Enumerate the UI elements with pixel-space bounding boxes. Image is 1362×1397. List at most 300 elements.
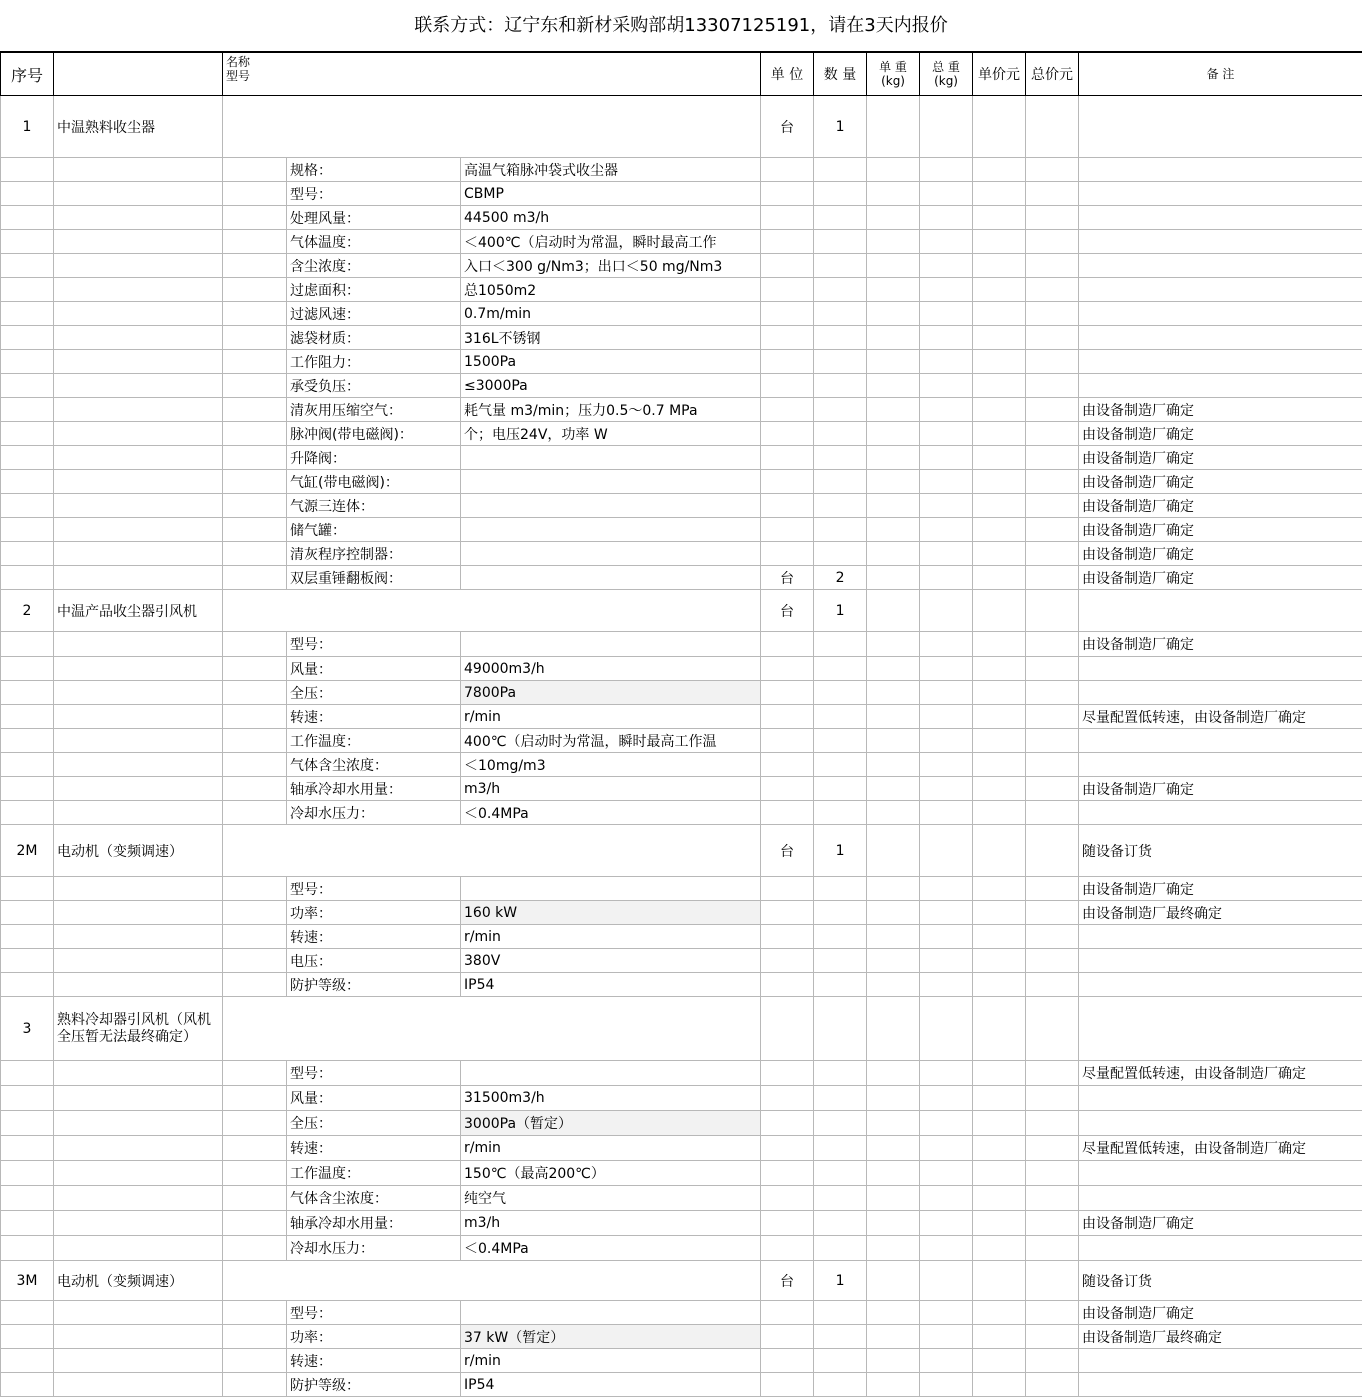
- total-weight-cell: [920, 374, 973, 398]
- spec-label: 功率：: [287, 1325, 461, 1349]
- unit-weight-cell: [867, 518, 920, 542]
- remark-cell: [1079, 1111, 1362, 1136]
- spec-indent: [223, 1061, 287, 1086]
- total-price-cell: [1026, 681, 1079, 705]
- unit-weight-cell: [867, 398, 920, 422]
- total-price-cell: [1026, 422, 1079, 446]
- spec-seq: [1, 1211, 54, 1236]
- spec-label: 滤袋材质：: [287, 326, 461, 350]
- unit-cell: [761, 278, 814, 302]
- remark-cell: 由设备制造厂最终确定: [1079, 901, 1362, 925]
- unit-cell: [761, 1211, 814, 1236]
- total-price-cell: [1026, 825, 1079, 877]
- spec-indent: [223, 705, 287, 729]
- spec-label: 型号：: [287, 1301, 461, 1325]
- spec-value: [461, 470, 761, 494]
- total-weight-cell: [920, 1261, 973, 1301]
- item-seq: 2M: [1, 825, 54, 877]
- spec-seq: [1, 753, 54, 777]
- spec-name: [54, 1111, 223, 1136]
- total-weight-cell: [920, 1186, 973, 1211]
- spec-indent: [223, 1211, 287, 1236]
- spec-name: [54, 422, 223, 446]
- unit-price-cell: [973, 1161, 1026, 1186]
- total-price-cell: [1026, 657, 1079, 681]
- remark-cell: 由设备制造厂确定: [1079, 494, 1362, 518]
- spec-name: [54, 1373, 223, 1397]
- spec-name: [54, 230, 223, 254]
- remark-cell: [1079, 182, 1362, 206]
- unit-price-cell: [973, 901, 1026, 925]
- total-price-cell: [1026, 566, 1079, 590]
- total-weight-cell: [920, 729, 973, 753]
- unit-weight-cell: [867, 681, 920, 705]
- remark-cell: 由设备制造厂确定: [1079, 518, 1362, 542]
- total-price-cell: [1026, 705, 1079, 729]
- spec-label: 型号：: [287, 1061, 461, 1086]
- unit-weight-cell: [867, 302, 920, 326]
- remark-cell: [1079, 278, 1362, 302]
- spec-seq: [1, 1373, 54, 1397]
- spec-row: [1, 801, 1362, 825]
- unit-cell: [761, 997, 814, 1061]
- qty-cell: [814, 801, 867, 825]
- spec-label: 电压：: [287, 949, 461, 973]
- total-price-cell: [1026, 801, 1079, 825]
- unit-cell: [761, 326, 814, 350]
- spec-name: [54, 632, 223, 657]
- spec-indent: [223, 182, 287, 206]
- total-price-cell: [1026, 901, 1079, 925]
- unit-weight-cell: [867, 973, 920, 997]
- unit-cell: [761, 494, 814, 518]
- total-price-cell: [1026, 925, 1079, 949]
- total-price-cell: [1026, 590, 1079, 632]
- spec-label: 气源三连体：: [287, 494, 461, 518]
- spec-label: 转速：: [287, 1136, 461, 1161]
- unit-price-cell: [973, 801, 1026, 825]
- spec-indent: [223, 302, 287, 326]
- unit-weight-cell: [867, 182, 920, 206]
- remark-cell: [1079, 949, 1362, 973]
- spec-value: ≤3000Pa: [461, 374, 761, 398]
- qty-cell: [814, 278, 867, 302]
- spec-indent: [223, 801, 287, 825]
- remark-cell: [1079, 657, 1362, 681]
- header-total-price: 总价元: [1026, 53, 1079, 96]
- remark-cell: 由设备制造厂确定: [1079, 1211, 1362, 1236]
- total-price-cell: [1026, 542, 1079, 566]
- unit-price-cell: [973, 657, 1026, 681]
- remark-cell: 随设备订货: [1079, 1261, 1362, 1301]
- unit-cell: [761, 1186, 814, 1211]
- unit-price-cell: [973, 566, 1026, 590]
- unit-cell: [761, 777, 814, 801]
- unit-price-cell: [973, 350, 1026, 374]
- unit-price-cell: [973, 949, 1026, 973]
- unit-cell: [761, 949, 814, 973]
- spec-seq: [1, 1136, 54, 1161]
- unit-price-cell: [973, 302, 1026, 326]
- spec-label: 防护等级：: [287, 973, 461, 997]
- spec-value: IP54: [461, 1373, 761, 1397]
- unit-weight-cell: [867, 1061, 920, 1086]
- spec-name: [54, 494, 223, 518]
- header-unit-weight: [867, 53, 920, 96]
- qty-cell: [814, 1211, 867, 1236]
- total-weight-cell: [920, 705, 973, 729]
- unit-price-cell: [973, 1373, 1026, 1397]
- unit-cell: [761, 1325, 814, 1349]
- unit-cell: [761, 705, 814, 729]
- total-weight-cell: [920, 1211, 973, 1236]
- spec-row: [1, 1161, 1362, 1186]
- unit-cell: [761, 1236, 814, 1261]
- spec-indent: [223, 632, 287, 657]
- spec-name: [54, 1211, 223, 1236]
- total-weight-cell: [920, 422, 973, 446]
- total-price-cell: [1026, 1111, 1079, 1136]
- spec-name: [54, 374, 223, 398]
- remark-cell: 由设备制造厂确定: [1079, 632, 1362, 657]
- unit-price-cell: [973, 1086, 1026, 1111]
- unit-price-cell: [973, 494, 1026, 518]
- spec-seq: [1, 542, 54, 566]
- header-row: [1, 53, 1362, 96]
- unit-weight-cell: [867, 1261, 920, 1301]
- spec-row: [1, 657, 1362, 681]
- spec-label: 过滤风速：: [287, 302, 461, 326]
- qty-cell: [814, 657, 867, 681]
- qty-cell: [814, 1325, 867, 1349]
- spec-label: 含尘浓度：: [287, 254, 461, 278]
- unit-cell: [761, 518, 814, 542]
- spec-row: [1, 1236, 1362, 1261]
- spec-value: [461, 518, 761, 542]
- spec-row: [1, 1111, 1362, 1136]
- spec-indent: [223, 446, 287, 470]
- unit-weight-cell: [867, 1186, 920, 1211]
- spec-row: [1, 973, 1362, 997]
- total-price-cell: [1026, 182, 1079, 206]
- total-weight-cell: [920, 877, 973, 901]
- unit-weight-cell: [867, 777, 920, 801]
- spec-label: 气体温度：: [287, 230, 461, 254]
- spec-label: 气体含尘浓度：: [287, 753, 461, 777]
- qty-cell: 1: [814, 96, 867, 158]
- unit-weight-cell: [867, 96, 920, 158]
- spec-row: [1, 1086, 1362, 1111]
- qty-cell: [814, 374, 867, 398]
- unit-price-cell: [973, 1186, 1026, 1211]
- unit-cell: [761, 1061, 814, 1086]
- total-price-cell: [1026, 1211, 1079, 1236]
- unit-weight-cell: [867, 446, 920, 470]
- spec-name: [54, 729, 223, 753]
- spec-value: 总1050m2: [461, 278, 761, 302]
- unit-cell: 台: [761, 96, 814, 158]
- total-price-cell: [1026, 1136, 1079, 1161]
- qty-cell: [814, 158, 867, 182]
- unit-price-cell: [973, 1111, 1026, 1136]
- spec-value: IP54: [461, 973, 761, 997]
- unit-cell: 台: [761, 566, 814, 590]
- unit-cell: [761, 801, 814, 825]
- spec-name: [54, 1301, 223, 1325]
- unit-price-cell: [973, 326, 1026, 350]
- remark-cell: 由设备制造厂确定: [1079, 446, 1362, 470]
- spec-indent: [223, 1301, 287, 1325]
- item-name: 电动机（变频调速）: [54, 825, 223, 877]
- spec-value: 160 kW: [461, 901, 761, 925]
- spec-seq: [1, 566, 54, 590]
- spec-seq: [1, 801, 54, 825]
- total-price-cell: [1026, 1061, 1079, 1086]
- unit-weight-cell: [867, 278, 920, 302]
- unit-cell: [761, 877, 814, 901]
- unit-price-cell: [973, 182, 1026, 206]
- spec-row: [1, 374, 1362, 398]
- unit-price-cell: [973, 590, 1026, 632]
- total-price-cell: [1026, 1236, 1079, 1261]
- remark-cell: [1079, 374, 1362, 398]
- spec-value: ＜0.4MPa: [461, 1236, 761, 1261]
- spec-indent: [223, 374, 287, 398]
- unit-weight-cell: [867, 1325, 920, 1349]
- spec-row: [1, 158, 1362, 182]
- unit-price-cell: [973, 446, 1026, 470]
- qty-cell: [814, 1349, 867, 1373]
- unit-price-cell: [973, 542, 1026, 566]
- total-price-cell: [1026, 877, 1079, 901]
- spec-value: r/min: [461, 705, 761, 729]
- spec-name: [54, 302, 223, 326]
- spec-row: [1, 1325, 1362, 1349]
- qty-cell: [814, 1111, 867, 1136]
- item-name: 电动机（变频调速）: [54, 1261, 223, 1301]
- remark-cell: 尽量配置低转速，由设备制造厂确定: [1079, 1061, 1362, 1086]
- spec-seq: [1, 326, 54, 350]
- spec-value: [461, 877, 761, 901]
- spec-indent: [223, 877, 287, 901]
- total-price-cell: [1026, 470, 1079, 494]
- spec-name: [54, 1086, 223, 1111]
- qty-cell: [814, 753, 867, 777]
- remark-cell: [1079, 729, 1362, 753]
- unit-weight-cell: [867, 949, 920, 973]
- spec-row: [1, 398, 1362, 422]
- spec-row: [1, 566, 1362, 590]
- spec-seq: [1, 422, 54, 446]
- spec-label: 功率：: [287, 901, 461, 925]
- unit-weight-cell: [867, 230, 920, 254]
- qty-cell: [814, 901, 867, 925]
- total-weight-cell: [920, 1161, 973, 1186]
- unit-cell: [761, 254, 814, 278]
- spec-indent: [223, 681, 287, 705]
- spec-row: [1, 206, 1362, 230]
- unit-weight-cell: [867, 422, 920, 446]
- qty-cell: [814, 446, 867, 470]
- qty-cell: [814, 350, 867, 374]
- total-weight-cell: [920, 1111, 973, 1136]
- unit-weight-cell: [867, 1301, 920, 1325]
- unit-cell: [761, 1161, 814, 1186]
- spec-value: ＜10mg/m3: [461, 753, 761, 777]
- total-price-cell: [1026, 206, 1079, 230]
- item-seq: 3: [1, 997, 54, 1061]
- spec-seq: [1, 777, 54, 801]
- unit-price-cell: [973, 1325, 1026, 1349]
- remark-cell: 尽量配置低转速，由设备制造厂确定: [1079, 705, 1362, 729]
- spec-seq: [1, 705, 54, 729]
- total-weight-cell: [920, 542, 973, 566]
- spec-label: 处理风量：: [287, 206, 461, 230]
- total-price-cell: [1026, 326, 1079, 350]
- spec-label: 规格：: [287, 158, 461, 182]
- unit-price-cell: [973, 753, 1026, 777]
- total-weight-cell: [920, 182, 973, 206]
- unit-cell: [761, 542, 814, 566]
- qty-cell: [814, 494, 867, 518]
- spec-name: [54, 326, 223, 350]
- unit-cell: [761, 925, 814, 949]
- spec-row: [1, 494, 1362, 518]
- spec-row: [1, 446, 1362, 470]
- spec-seq: [1, 1161, 54, 1186]
- spec-value: r/min: [461, 1136, 761, 1161]
- spec-name: [54, 681, 223, 705]
- spec-label: 储气罐：: [287, 518, 461, 542]
- spec-row: [1, 729, 1362, 753]
- unit-weight-cell: [867, 1086, 920, 1111]
- unit-price-cell: [973, 997, 1026, 1061]
- remark-cell: 由设备制造厂确定: [1079, 877, 1362, 901]
- unit-cell: [761, 374, 814, 398]
- total-price-cell: [1026, 398, 1079, 422]
- total-price-cell: [1026, 729, 1079, 753]
- total-weight-cell: [920, 96, 973, 158]
- spec-value: 1500Pa: [461, 350, 761, 374]
- unit-price-cell: [973, 254, 1026, 278]
- qty-cell: [814, 1236, 867, 1261]
- spec-indent: [223, 729, 287, 753]
- spec-seq: [1, 1349, 54, 1373]
- unit-price-cell: [973, 206, 1026, 230]
- item-spec-blank: [223, 1261, 761, 1301]
- spec-value: 316L不锈钢: [461, 326, 761, 350]
- total-price-cell: [1026, 1373, 1079, 1397]
- unit-weight-cell: [867, 1111, 920, 1136]
- total-price-cell: [1026, 753, 1079, 777]
- unit-price-cell: [973, 1261, 1026, 1301]
- spec-seq: [1, 158, 54, 182]
- page-title: 联系方式：辽宁东和新材采购部胡13307125191，请在3天内报价: [0, 0, 1362, 52]
- qty-cell: [814, 542, 867, 566]
- qty-cell: [814, 230, 867, 254]
- item-spec-blank: [223, 96, 761, 158]
- qty-cell: 1: [814, 590, 867, 632]
- total-weight-cell: [920, 632, 973, 657]
- item-row: [1, 590, 1362, 632]
- unit-cell: [761, 681, 814, 705]
- spec-seq: [1, 901, 54, 925]
- header-total-weight-unit: (kg): [934, 74, 958, 88]
- qty-cell: [814, 777, 867, 801]
- unit-price-cell: [973, 729, 1026, 753]
- spec-seq: [1, 657, 54, 681]
- total-weight-cell: [920, 1325, 973, 1349]
- total-price-cell: [1026, 1261, 1079, 1301]
- spec-name: [54, 753, 223, 777]
- total-weight-cell: [920, 1349, 973, 1373]
- unit-price-cell: [973, 973, 1026, 997]
- unit-cell: 台: [761, 825, 814, 877]
- remark-cell: [1079, 350, 1362, 374]
- spec-name: [54, 182, 223, 206]
- unit-cell: [761, 1136, 814, 1161]
- spec-row: [1, 681, 1362, 705]
- spec-indent: [223, 518, 287, 542]
- unit-weight-cell: [867, 590, 920, 632]
- total-price-cell: [1026, 518, 1079, 542]
- unit-price-cell: [973, 398, 1026, 422]
- total-price-cell: [1026, 278, 1079, 302]
- unit-weight-cell: [867, 925, 920, 949]
- spec-row: [1, 777, 1362, 801]
- remark-cell: [1079, 681, 1362, 705]
- total-weight-cell: [920, 825, 973, 877]
- total-weight-cell: [920, 494, 973, 518]
- spec-seq: [1, 374, 54, 398]
- total-price-cell: [1026, 446, 1079, 470]
- unit-price-cell: [973, 518, 1026, 542]
- qty-cell: [814, 1161, 867, 1186]
- unit-weight-cell: [867, 877, 920, 901]
- unit-cell: [761, 1349, 814, 1373]
- spec-label: 型号：: [287, 632, 461, 657]
- header-seq: 序号: [1, 53, 54, 96]
- spec-name: [54, 1349, 223, 1373]
- qty-cell: [814, 422, 867, 446]
- spec-seq: [1, 925, 54, 949]
- spec-label: 承受负压：: [287, 374, 461, 398]
- spec-row: [1, 632, 1362, 657]
- total-weight-cell: [920, 777, 973, 801]
- total-weight-cell: [920, 753, 973, 777]
- unit-cell: [761, 302, 814, 326]
- spec-label: 风量：: [287, 1086, 461, 1111]
- header-model-label: 型号: [226, 69, 251, 83]
- remark-cell: [1079, 230, 1362, 254]
- unit-weight-cell: [867, 374, 920, 398]
- item-name: 中温熟料收尘器: [54, 96, 223, 158]
- total-weight-cell: [920, 470, 973, 494]
- total-weight-cell: [920, 925, 973, 949]
- spec-name: [54, 877, 223, 901]
- spec-value: [461, 446, 761, 470]
- remark-cell: [1079, 96, 1362, 158]
- spec-value: 3000Pa（暂定）: [461, 1111, 761, 1136]
- unit-price-cell: [973, 705, 1026, 729]
- spec-value: ＜400℃（启动时为常温，瞬时最高工作: [461, 230, 761, 254]
- unit-weight-cell: [867, 254, 920, 278]
- unit-cell: [761, 182, 814, 206]
- total-weight-cell: [920, 973, 973, 997]
- qty-cell: 1: [814, 1261, 867, 1301]
- spec-row: [1, 1186, 1362, 1211]
- total-price-cell: [1026, 949, 1079, 973]
